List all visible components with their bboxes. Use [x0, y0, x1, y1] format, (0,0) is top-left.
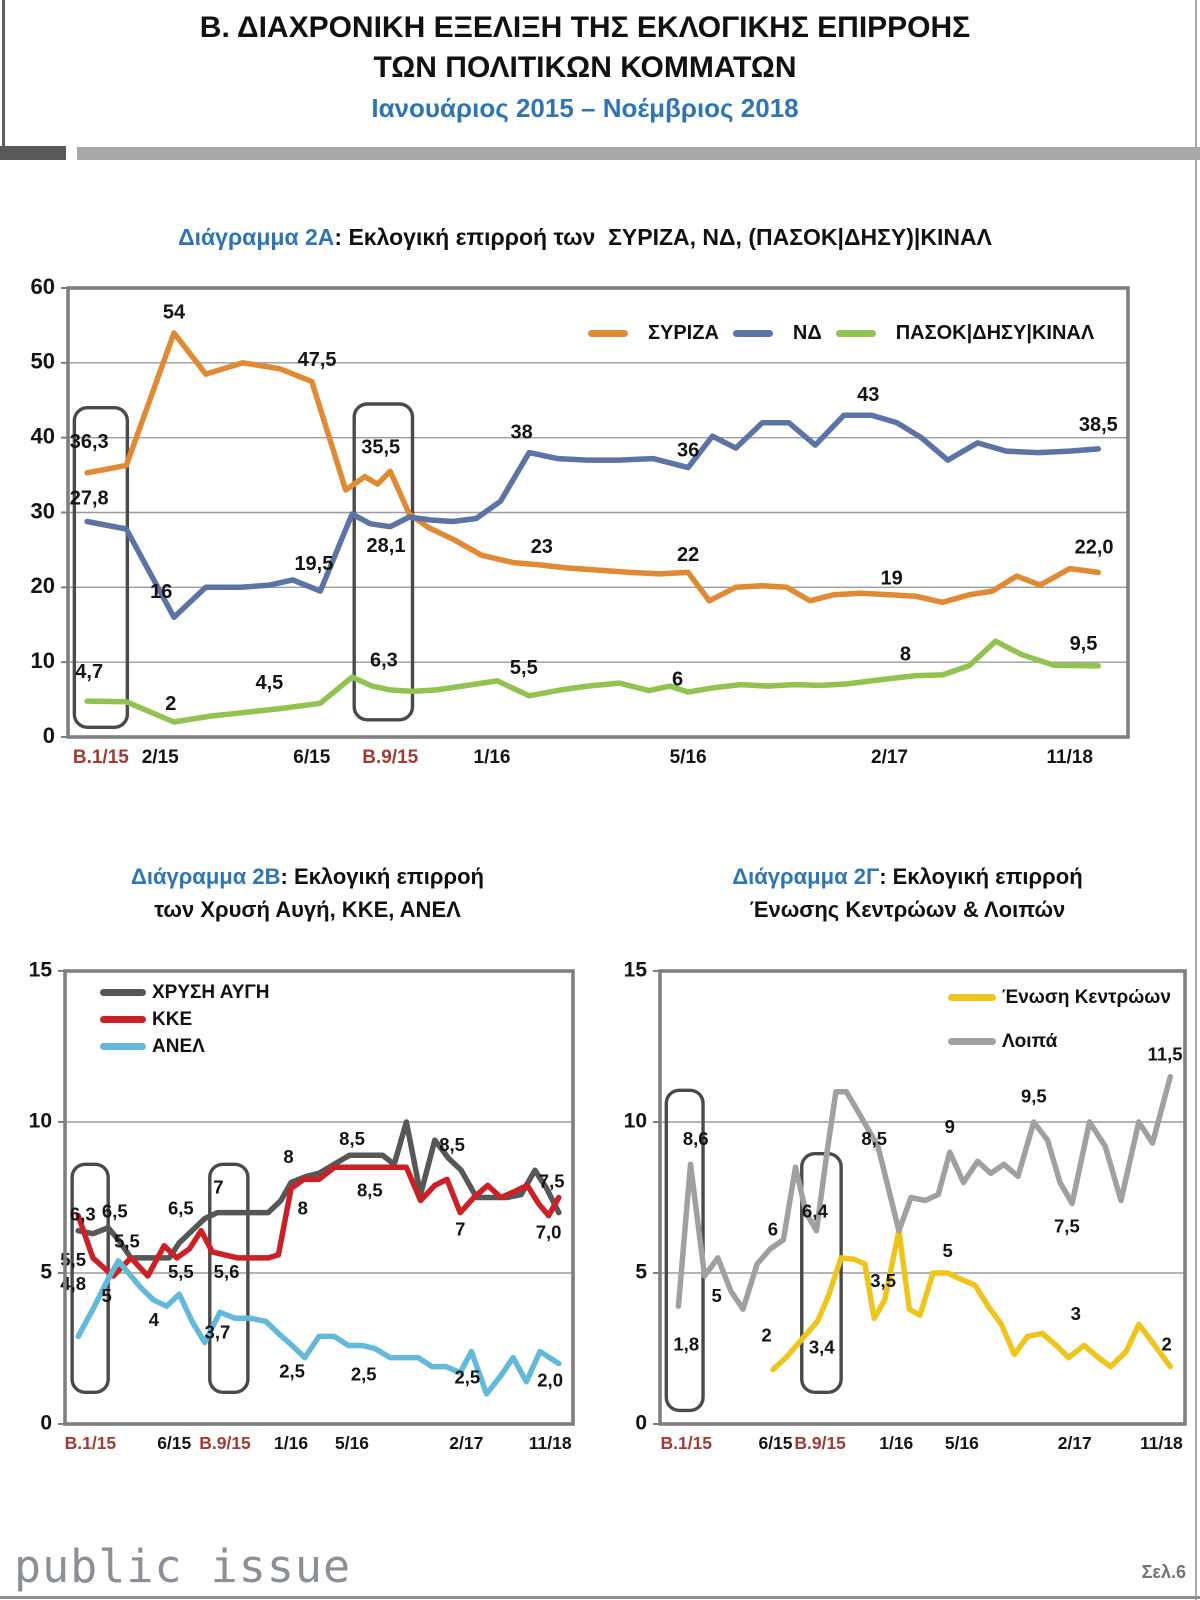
- data-label: 19,5: [294, 553, 334, 576]
- y-axis-label: 10: [30, 647, 55, 673]
- data-label: 2: [1161, 1333, 1172, 1355]
- data-label: 54: [162, 301, 186, 324]
- data-label: 6,5: [167, 1197, 194, 1219]
- data-label: 8: [283, 1146, 294, 1168]
- loipa-legend-label: Λοιπά: [1002, 1030, 1058, 1052]
- data-label: 3,4: [808, 1336, 835, 1358]
- data-label: 5: [101, 1285, 112, 1307]
- data-label: 8,6: [682, 1128, 709, 1150]
- x-axis-label: 2/15: [141, 747, 179, 768]
- data-label: 38: [510, 421, 533, 444]
- x-axis-label: 1/16: [274, 1433, 309, 1453]
- data-label: 43: [857, 384, 880, 407]
- x-axis-label: 11/18: [1139, 1433, 1183, 1453]
- x-axis-label: 5/16: [944, 1433, 979, 1453]
- data-label: 22,0: [1074, 536, 1114, 559]
- data-label: 3,7: [204, 1321, 231, 1343]
- data-label: 9,5: [1020, 1085, 1047, 1107]
- chart-2b-title-line2: των Χρυσή Αυγή, ΚΚΕ, ΑΝΕΛ: [154, 897, 461, 922]
- series-line-loipa: [678, 1077, 1170, 1310]
- y-axis-label: 10: [623, 1109, 647, 1133]
- y-axis-label: 0: [42, 722, 55, 748]
- chart-2b-title-rest: : Εκλογική επιρροή: [280, 864, 484, 889]
- data-label: 35,5: [361, 436, 401, 459]
- data-label: 38,5: [1078, 413, 1118, 436]
- data-label: 9: [944, 1115, 955, 1137]
- data-label: 3,5: [870, 1269, 896, 1291]
- y-axis-label: 30: [30, 498, 55, 524]
- data-label: 6,4: [802, 1200, 828, 1222]
- data-label: 11,5: [1147, 1043, 1183, 1065]
- y-axis-label: 20: [30, 573, 55, 599]
- data-label: 2,5: [279, 1360, 305, 1382]
- data-label: 6,5: [101, 1200, 128, 1222]
- data-label: 36,3: [69, 431, 109, 454]
- enosi-kentroon-legend-label: Ένωση Κεντρώων: [1002, 986, 1171, 1008]
- data-label: 7,5: [1054, 1215, 1080, 1237]
- x-axis-label: 2/17: [871, 747, 908, 768]
- syriza-legend-label: ΣΥΡΙΖΑ: [648, 322, 719, 344]
- y-axis-label: 5: [635, 1260, 647, 1284]
- y-axis-label: 15: [28, 958, 52, 982]
- data-label: 4: [148, 1309, 160, 1331]
- data-label: 16: [150, 580, 173, 603]
- data-label: 2,5: [454, 1366, 481, 1388]
- chart-2c-title-rest: : Εκλογική επιρροή: [879, 864, 1083, 889]
- x-axis-label: 5/16: [334, 1433, 370, 1453]
- data-label: 2: [165, 693, 177, 716]
- data-label: 6,3: [69, 1203, 96, 1225]
- chart-2a: [31, 274, 1128, 768]
- x-axis-label: 1/16: [473, 747, 511, 768]
- data-label: 8,5: [356, 1179, 383, 1201]
- pasok-legend-label: ΠΑΣΟΚ|ΔΗΣΥ|ΚΙΝΑΛ: [895, 322, 1095, 344]
- data-label: 27,8: [69, 487, 109, 510]
- y-axis-label: 0: [635, 1411, 647, 1435]
- x-axis-label: 5/16: [669, 747, 707, 768]
- data-label: 23: [530, 535, 553, 558]
- data-label: 6: [767, 1218, 779, 1240]
- chart-2c-title-line2: Ένωσης Κεντρώων & Λοιπών: [749, 897, 1066, 922]
- kke-legend-label: ΚΚΕ: [152, 1008, 193, 1030]
- x-axis-label-election: Β.9/15: [794, 1433, 846, 1453]
- data-label: 2,5: [350, 1363, 377, 1385]
- x-axis-label: 1/16: [879, 1433, 914, 1453]
- page-subtitle: Ιανουάριος 2015 – Νοέμβριος 2018: [371, 93, 799, 123]
- data-label: 5,6: [213, 1260, 240, 1282]
- x-axis-label-election: Β.9/15: [199, 1433, 251, 1453]
- data-label: 5,5: [167, 1260, 194, 1282]
- data-label: 5: [942, 1239, 953, 1261]
- x-axis-label: 11/18: [1046, 747, 1093, 768]
- chart-2c-title-prefix: Διάγραμμα 2Γ: [732, 864, 880, 889]
- anel-legend-label: ΑΝΕΛ: [152, 1035, 205, 1057]
- data-label: 8: [899, 643, 911, 666]
- chart-2b-title-prefix: Διάγραμμα 2Β: [131, 864, 281, 889]
- data-label: 7,5: [538, 1170, 565, 1192]
- data-label: 7: [213, 1176, 224, 1198]
- chart-2c: [624, 959, 1185, 1453]
- chart-2a-title-rest: : Εκλογική επιρροή των ΣΥΡΙΖΑ, ΝΔ, (ΠΑΣΟΚ|ΔΗΣΥ)|ΚΙΝΑΛ: [334, 224, 992, 250]
- x-axis-label-election: Β.1/15: [72, 747, 129, 768]
- y-axis-label: 60: [30, 273, 55, 299]
- nd-legend-label: ΝΔ: [792, 322, 822, 344]
- data-label: 7: [455, 1218, 466, 1240]
- x-axis-label: 11/18: [528, 1433, 572, 1453]
- page-title-line2: ΤΩΝ ΠΟΛΙΤΙΚΩΝ ΚΟΜΜΑΤΩΝ: [373, 51, 797, 84]
- y-axis-label: 15: [623, 958, 647, 982]
- series-line-pasok: [87, 641, 1098, 722]
- chart-2b: [29, 959, 573, 1453]
- page-title-line1: Β. ΔΙΑΧΡΟΝΙΚΗ ΕΞΕΛΙΞΗ ΤΗΣ ΕΚΛΟΓΙΚΗΣ ΕΠΙΡΡΟΗΣ: [199, 11, 971, 44]
- data-label: 8,5: [439, 1134, 465, 1156]
- data-label: 36: [676, 439, 700, 462]
- x-axis-label-election: Β.1/15: [660, 1433, 713, 1453]
- data-label: 5,5: [114, 1230, 140, 1252]
- series-line-syriza: [87, 333, 1098, 602]
- publisher-logo: public issue: [14, 1540, 352, 1593]
- x-axis-label-election: Β.1/15: [64, 1433, 117, 1453]
- data-label: 1,8: [673, 1333, 700, 1355]
- data-label: 2,0: [537, 1369, 563, 1391]
- series-line-xa: [78, 1122, 559, 1258]
- data-label: 6,3: [369, 649, 398, 672]
- data-label: 7,0: [535, 1221, 562, 1243]
- x-axis-label: 6/15: [293, 747, 331, 768]
- y-axis-label: 5: [40, 1260, 52, 1284]
- x-axis-label: 6/15: [157, 1433, 192, 1453]
- x-axis-label: 2/17: [1057, 1433, 1092, 1453]
- y-axis-label: 10: [28, 1109, 52, 1133]
- data-label: 4,8: [60, 1272, 86, 1294]
- y-axis-label: 40: [30, 423, 55, 449]
- y-axis-label: 50: [30, 348, 55, 374]
- data-label: 3: [1070, 1303, 1081, 1325]
- data-label: 8: [297, 1197, 308, 1219]
- data-label: 22: [676, 544, 700, 567]
- data-label: 2: [761, 1324, 772, 1346]
- data-label: 5,5: [509, 657, 538, 680]
- data-label: 5: [711, 1285, 722, 1307]
- x-axis-label: 2/17: [449, 1433, 484, 1453]
- x-axis-label-election: Β.9/15: [362, 747, 419, 768]
- data-label: 4,7: [75, 660, 104, 683]
- y-axis-label: 0: [40, 1411, 52, 1435]
- data-label: 28,1: [366, 535, 406, 558]
- data-label: 4,5: [255, 672, 284, 695]
- data-label: 19: [880, 567, 903, 590]
- data-label: 8,5: [861, 1128, 888, 1150]
- x-axis-label: 6/15: [758, 1433, 793, 1453]
- data-label: 9,5: [1069, 633, 1098, 656]
- xrysi-avgi-legend-label: ΧΡΥΣΗ ΑΥΓΗ: [152, 981, 270, 1003]
- chart-2a-title-prefix: Διάγραμμα 2Α: [178, 224, 335, 250]
- data-label: 6: [671, 668, 684, 691]
- data-label: 8,5: [339, 1128, 365, 1150]
- data-label: 47,5: [297, 348, 337, 371]
- page-number: Σελ.6: [1141, 1562, 1186, 1582]
- data-label: 5,5: [60, 1248, 86, 1270]
